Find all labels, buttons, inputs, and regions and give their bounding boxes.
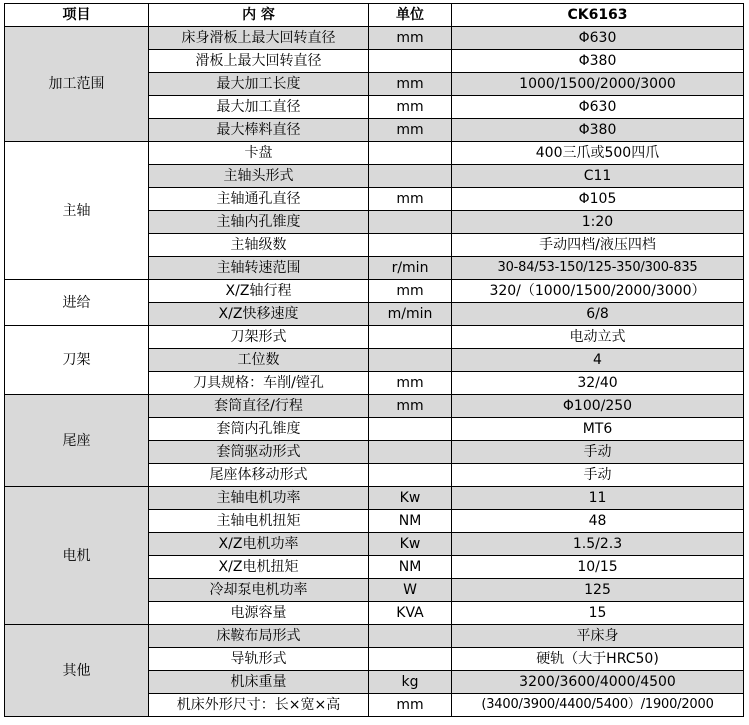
unit-cell: Kw: [369, 487, 452, 510]
param-name-cell: 床身滑板上最大回转直径: [149, 27, 369, 50]
table-row: [5, 395, 744, 418]
param-name-cell: 床鞍布局形式: [149, 625, 369, 648]
value-cell: (3400/3900/4400/5400）/1900/2000: [452, 694, 744, 717]
value-cell: 320/（1000/1500/2000/3000）: [452, 280, 744, 303]
category-cell: 电机: [5, 487, 149, 625]
unit-cell: W: [369, 579, 452, 602]
value-cell: 1:20: [452, 211, 744, 234]
unit-cell: [369, 211, 452, 234]
param-name-cell: 套筒内孔锥度: [149, 418, 369, 441]
header-model: CK6163: [452, 4, 744, 27]
unit-cell: kg: [369, 671, 452, 694]
category-cell: 其他: [5, 625, 149, 717]
unit-cell: [369, 648, 452, 671]
value-cell: Φ380: [452, 119, 744, 142]
table-row: [5, 625, 744, 648]
value-cell: 硬轨（大于HRC50): [452, 648, 744, 671]
param-name-cell: 电源容量: [149, 602, 369, 625]
category-cell: 尾座: [5, 395, 149, 487]
unit-cell: KVA: [369, 602, 452, 625]
value-cell: 6/8: [452, 303, 744, 326]
header-content: 内 容: [149, 4, 369, 27]
unit-cell: [369, 165, 452, 188]
unit-cell: mm: [369, 119, 452, 142]
value-cell: 48: [452, 510, 744, 533]
value-cell: Φ630: [452, 27, 744, 50]
param-name-cell: 主轴级数: [149, 234, 369, 257]
param-name-cell: X/Z电机扭矩: [149, 556, 369, 579]
unit-cell: mm: [369, 27, 452, 50]
unit-cell: [369, 625, 452, 648]
unit-cell: mm: [369, 694, 452, 717]
param-name-cell: 冷却泵电机功率: [149, 579, 369, 602]
unit-cell: [369, 464, 452, 487]
param-name-cell: X/Z快移速度: [149, 303, 369, 326]
value-cell: Φ105: [452, 188, 744, 211]
param-name-cell: X/Z电机功率: [149, 533, 369, 556]
unit-cell: [369, 326, 452, 349]
unit-cell: mm: [369, 73, 452, 96]
unit-cell: [369, 441, 452, 464]
param-name-cell: 主轴电机扭矩: [149, 510, 369, 533]
value-cell: 15: [452, 602, 744, 625]
param-name-cell: 工位数: [149, 349, 369, 372]
table-row: [5, 27, 744, 50]
unit-cell: m/min: [369, 303, 452, 326]
param-name-cell: 主轴转速范围: [149, 257, 369, 280]
unit-cell: NM: [369, 510, 452, 533]
value-cell: C11: [452, 165, 744, 188]
unit-cell: mm: [369, 96, 452, 119]
param-name-cell: 刀架形式: [149, 326, 369, 349]
param-name-cell: 主轴通孔直径: [149, 188, 369, 211]
header-item: 项目: [5, 4, 149, 27]
category-cell: 主轴: [5, 142, 149, 280]
param-name-cell: 套筒驱动形式: [149, 441, 369, 464]
value-cell: 11: [452, 487, 744, 510]
unit-cell: mm: [369, 395, 452, 418]
unit-cell: [369, 142, 452, 165]
value-cell: 1000/1500/2000/3000: [452, 73, 744, 96]
value-cell: 电动立式: [452, 326, 744, 349]
spec-table: [4, 3, 744, 717]
param-name-cell: 机床外形尺寸：长×宽×高: [149, 694, 369, 717]
value-cell: 1.5/2.3: [452, 533, 744, 556]
unit-cell: mm: [369, 280, 452, 303]
param-name-cell: 主轴内孔锥度: [149, 211, 369, 234]
param-name-cell: 最大棒料直径: [149, 119, 369, 142]
param-name-cell: 主轴电机功率: [149, 487, 369, 510]
param-name-cell: X/Z轴行程: [149, 280, 369, 303]
value-cell: Φ380: [452, 50, 744, 73]
value-cell: MT6: [452, 418, 744, 441]
value-cell: 10/15: [452, 556, 744, 579]
value-cell: 4: [452, 349, 744, 372]
unit-cell: r/min: [369, 257, 452, 280]
table-row: [5, 280, 744, 303]
unit-cell: [369, 349, 452, 372]
header-row: [5, 4, 744, 27]
value-cell: Φ100/250: [452, 395, 744, 418]
value-cell: 32/40: [452, 372, 744, 395]
header-unit: 单位: [369, 4, 452, 27]
unit-cell: mm: [369, 372, 452, 395]
param-name-cell: 主轴头形式: [149, 165, 369, 188]
param-name-cell: 尾座体移动形式: [149, 464, 369, 487]
category-cell: 加工范围: [5, 27, 149, 142]
unit-cell: [369, 50, 452, 73]
category-cell: 刀架: [5, 326, 149, 395]
param-name-cell: 滑板上最大回转直径: [149, 50, 369, 73]
spec-body: [5, 27, 744, 717]
value-cell: 手动: [452, 441, 744, 464]
param-name-cell: 最大加工直径: [149, 96, 369, 119]
unit-cell: Kw: [369, 533, 452, 556]
param-name-cell: 卡盘: [149, 142, 369, 165]
category-cell: 进给: [5, 280, 149, 326]
value-cell: 30-84/53-150/125-350/300-835: [452, 257, 744, 280]
param-name-cell: 最大加工长度: [149, 73, 369, 96]
value-cell: 400三爪或500四爪: [452, 142, 744, 165]
value-cell: 平床身: [452, 625, 744, 648]
value-cell: 3200/3600/4000/4500: [452, 671, 744, 694]
value-cell: 125: [452, 579, 744, 602]
unit-cell: [369, 418, 452, 441]
unit-cell: [369, 234, 452, 257]
value-cell: 手动四档/液压四档: [452, 234, 744, 257]
table-row: [5, 142, 744, 165]
table-row: [5, 326, 744, 349]
unit-cell: NM: [369, 556, 452, 579]
param-name-cell: 机床重量: [149, 671, 369, 694]
value-cell: 手动: [452, 464, 744, 487]
param-name-cell: 刀具规格：车削/镗孔: [149, 372, 369, 395]
param-name-cell: 导轨形式: [149, 648, 369, 671]
value-cell: Φ630: [452, 96, 744, 119]
table-row: [5, 487, 744, 510]
param-name-cell: 套筒直径/行程: [149, 395, 369, 418]
unit-cell: mm: [369, 188, 452, 211]
